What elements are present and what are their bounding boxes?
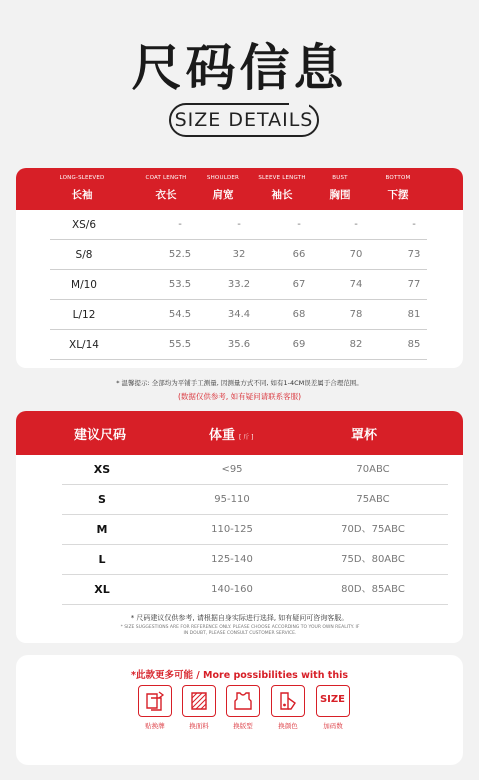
coat-length-cell: 54.5 (168, 309, 192, 320)
col-header-cn: 下摆 (387, 189, 409, 201)
measurement-note: * 温馨提示: 全部均为平铺手工测量, 因测量方式不同, 如有1-4CM误差属于合理范围。 (116, 379, 363, 387)
bottom-cell: 77 (407, 279, 421, 290)
option-size (316, 685, 350, 730)
shoulder-cell: - (237, 219, 241, 230)
table-row (62, 485, 448, 515)
shoulder-cell: 32 (232, 249, 246, 260)
col-header-coat-length (137, 175, 195, 202)
sleeve-length-cell: 69 (292, 339, 306, 350)
cup-cell: 70D、75ABC (341, 524, 405, 535)
col-header-en: LONG-SLEEVED (59, 175, 105, 181)
tag-swap-glyph (143, 689, 167, 713)
table-row (50, 270, 427, 300)
more-options-title: *此款更多可能 / More possibilities with this (131, 670, 348, 681)
size-cell: XL/14 (69, 339, 99, 351)
size-measurement-card (16, 168, 463, 368)
size-cell: L/12 (72, 309, 96, 321)
tag-swap-icon (138, 685, 172, 717)
weight-cell: 125-140 (211, 554, 253, 565)
table-row (62, 575, 448, 605)
suggestion-note-en: * SIZE SUGGESTIONS ARE FOR REFERENCE ONLY. PLEASE CHOOSE ACCORDING TO YOUR OWN REALITY. IF IN DOUBT, PLEASE CONSULT CUSTOMER SERVICE. (120, 625, 360, 636)
col-header-long-sleeved (44, 175, 120, 202)
coat-length-cell: 55.5 (168, 339, 192, 350)
col-header-cn: 袖长 (271, 189, 293, 201)
col-header-en: SLEEVE LENGTH (258, 175, 306, 181)
coat-length-cell: 52.5 (168, 249, 192, 260)
bottom-cell: - (412, 219, 416, 230)
suggested-size-cell: XS (93, 463, 111, 476)
col-header-en: BOTTOM (385, 175, 411, 181)
cup-cell: 70ABC (356, 464, 390, 475)
option-label: 加码数 (323, 722, 343, 730)
reference-note: (数据仅供参考, 如有疑问请联系客服) (177, 392, 302, 401)
suggested-size-cell: L (98, 553, 106, 566)
header-cup: 罩杯 (351, 428, 378, 443)
col-header-bottom (375, 175, 421, 202)
weight-cell: 95-110 (214, 494, 250, 505)
size-icon (316, 685, 350, 717)
col-header-en: COAT LENGTH (145, 175, 187, 181)
col-header-cn: 胸围 (329, 189, 351, 201)
option-label: 换版型 (233, 722, 253, 730)
suggestion-note: * 尺码建议仅供参考, 请根据自身实际进行选择, 如有疑问可咨询客服。 (130, 614, 349, 622)
shoulder-cell: 34.4 (227, 309, 251, 320)
bust-cell: 82 (349, 339, 363, 350)
col-header-bust (319, 175, 361, 202)
shoulder-cell: 35.6 (227, 339, 251, 350)
sleeve-length-cell: 68 (292, 309, 306, 320)
fabric-glyph (187, 689, 211, 713)
table-row (62, 515, 448, 545)
table-row (50, 240, 427, 270)
bottom-cell: 85 (407, 339, 421, 350)
table-row (50, 300, 427, 330)
cup-cell: 75ABC (356, 494, 390, 505)
shoulder-cell: 33.2 (227, 279, 251, 290)
header-weight-label: 体重 (209, 428, 236, 443)
option-color (271, 685, 305, 730)
table-row (62, 455, 448, 485)
bottom-cell: 81 (407, 309, 421, 320)
option-tag-swap (138, 685, 172, 730)
suggested-size-cell: M (96, 523, 108, 536)
bust-cell: 78 (349, 309, 363, 320)
garment-glyph (231, 689, 255, 713)
sleeve-length-cell: 67 (292, 279, 306, 290)
weight-cell: 140-160 (211, 584, 253, 595)
size-table-header (16, 168, 463, 210)
cup-cell: 80D、85ABC (341, 584, 405, 595)
size-icon-text: SIZE (319, 694, 345, 705)
cup-cell: 75D、80ABC (341, 554, 405, 565)
col-header-shoulder (197, 175, 249, 202)
header-suggested-size: 建议尺码 (74, 428, 127, 443)
col-header-cn: 衣长 (155, 189, 177, 201)
bust-cell: 74 (349, 279, 363, 290)
col-header-cn: 长袖 (71, 189, 93, 201)
bust-cell: - (354, 219, 358, 230)
size-cell: M/10 (71, 279, 97, 291)
table-row (62, 545, 448, 575)
page-title: 尺码信息 (131, 39, 348, 97)
table-row (50, 210, 427, 240)
option-label: 换颜色 (278, 722, 298, 730)
suggestion-table-header (16, 411, 463, 455)
page-subtitle-pill (169, 103, 319, 137)
col-header-sleeve-length (250, 175, 314, 202)
bust-cell: 70 (349, 249, 363, 260)
size-cell: S/8 (75, 249, 93, 261)
table-row (50, 330, 427, 360)
more-options-card (16, 655, 463, 765)
col-header-en: SHOULDER (206, 175, 240, 181)
size-cell: XS/6 (71, 219, 97, 231)
pill-notch (289, 100, 309, 108)
header-weight (209, 424, 254, 443)
col-header-en: BUST (332, 175, 348, 181)
garment-icon (226, 685, 260, 717)
option-fabric (182, 685, 216, 730)
suggested-size-cell: S (98, 493, 106, 506)
size-suggestion-card (16, 411, 463, 643)
weight-cell: 110-125 (211, 524, 253, 535)
option-garment-style (226, 685, 260, 730)
suggested-size-cell: XL (94, 583, 110, 596)
weight-cell: <95 (221, 464, 243, 475)
coat-length-cell: 53.5 (168, 279, 192, 290)
color-glyph (276, 689, 300, 713)
fabric-icon (182, 685, 216, 717)
option-label: 换面料 (189, 722, 209, 730)
coat-length-cell: - (178, 219, 182, 230)
sleeve-length-cell: - (297, 219, 301, 230)
option-label: 贴换牌 (145, 722, 165, 730)
header-weight-unit: [ 斤 ] (239, 434, 254, 441)
page-subtitle: SIZE DETAILS (174, 109, 314, 131)
color-icon (271, 685, 305, 717)
col-header-cn: 肩宽 (212, 189, 234, 201)
bottom-cell: 73 (407, 249, 421, 260)
sleeve-length-cell: 66 (292, 249, 306, 260)
